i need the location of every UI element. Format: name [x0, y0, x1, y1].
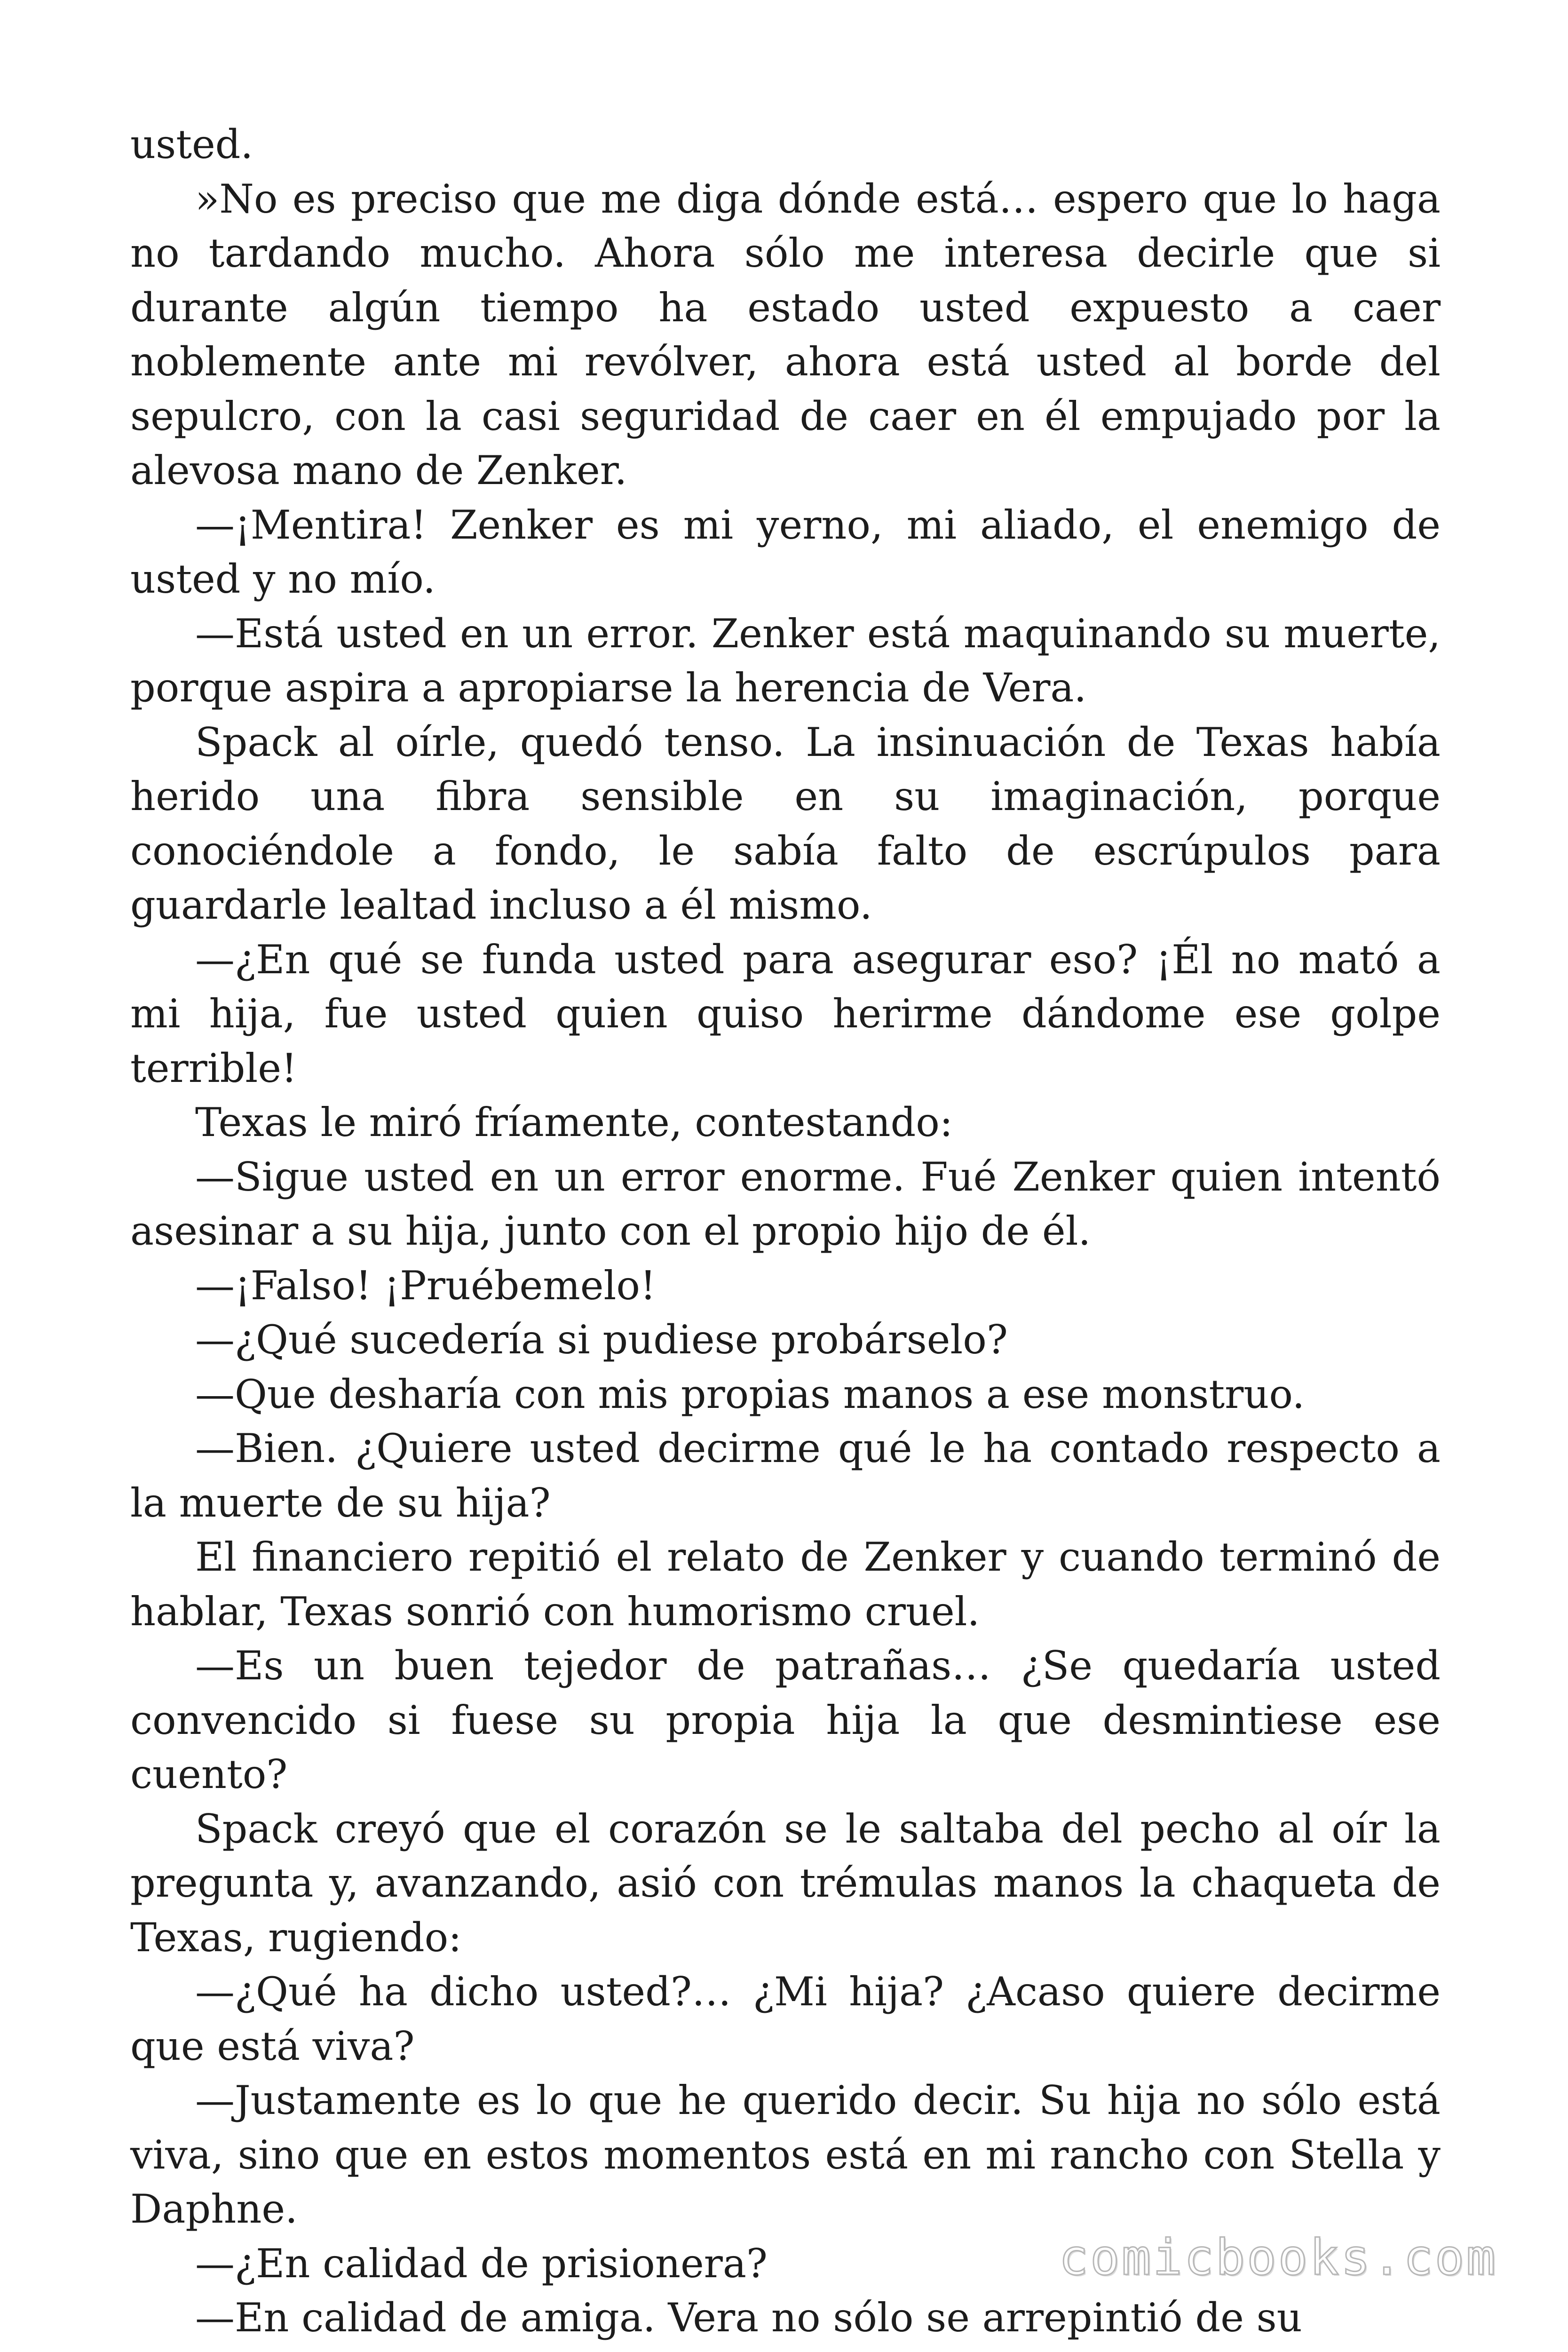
paragraph-6: —¿En qué se funda usted para asegurar eso? ¡Él no mató a mi hija, fue usted quien quiso herirme dándome ese golpe terrible! [130, 936, 1441, 1091]
paragraph-11: —Que desharía con mis propias manos a ese monstruo. [195, 1371, 1305, 1417]
paragraph-4: —Está usted en un error. Zenker está maquinando su muerte, porque aspira a apropiarse la herencia de Vera. [130, 610, 1441, 711]
paragraph-2: »No es preciso que me diga dónde está… espero que lo haga no tardando mucho. Ahora sólo me interesa decirle que si durante algún tiempo ha estado usted expuesto a caer noblemente ante mi revólver, ahora está usted al borde del sepulcro, con la casi seguridad de caer en él empujado por la alevosa mano de Zenker. [130, 175, 1441, 493]
watermark-logo: comicbooks.com [1059, 2229, 1497, 2286]
paragraph-16: —¿Qué ha dicho usted?… ¿Mi hija? ¿Acaso quiere decirme que está viva? [130, 1969, 1441, 2069]
paragraph-19: —En calidad de amiga. Vera no sólo se arrepintió de su [195, 2295, 1302, 2341]
paragraph-3: —¡Mentira! Zenker es mi yerno, mi aliado, el enemigo de usted y no mío. [130, 501, 1441, 602]
paragraph-17: —Justamente es lo que he querido decir. Su hija no sólo está viva, sino que en estos momentos está en mi rancho con Stella y Daphne. [130, 2077, 1441, 2232]
paragraph-8: —Sigue usted en un error enorme. Fué Zenker quien intentó asesinar a su hija, junto con el propio hijo de él. [130, 1153, 1441, 1254]
body-text [130, 118, 1441, 2345]
paragraph-13: El financiero repitió el relato de Zenker y cuando terminó de hablar, Texas sonrió con humorismo cruel. [130, 1534, 1441, 1635]
paragraph-12: —Bien. ¿Quiere usted decirme qué le ha contado respecto a la muerte de su hija? [130, 1425, 1441, 1526]
paragraph-1: usted. [130, 121, 253, 167]
paragraph-15: Spack creyó que el corazón se le saltaba del pecho al oír la pregunta y, avanzando, asió con trémulas manos la chaqueta de Texas, rugiendo: [130, 1805, 1441, 1961]
paragraph-14: —Es un buen tejedor de patrañas… ¿Se quedaría usted convencido si fuese su propia hija la que desmintiese ese cuento? [130, 1643, 1441, 1797]
paragraph-7: Texas le miró fríamente, contestando: [195, 1099, 953, 1145]
paragraph-5: Spack al oírle, quedó tenso. La insinuación de Texas había herido una fibra sensible en su imaginación, porque conociéndole a fondo, le sabía falto de escrúpulos para guardarle lealtad incluso a él mismo. [130, 719, 1441, 928]
paragraph-10: —¿Qué sucedería si pudiese probárselo? [195, 1317, 1008, 1363]
paragraph-18: —¿En calidad de prisionera? [195, 2240, 768, 2287]
paragraph-9: —¡Falso! ¡Pruébemelo! [195, 1262, 656, 1309]
